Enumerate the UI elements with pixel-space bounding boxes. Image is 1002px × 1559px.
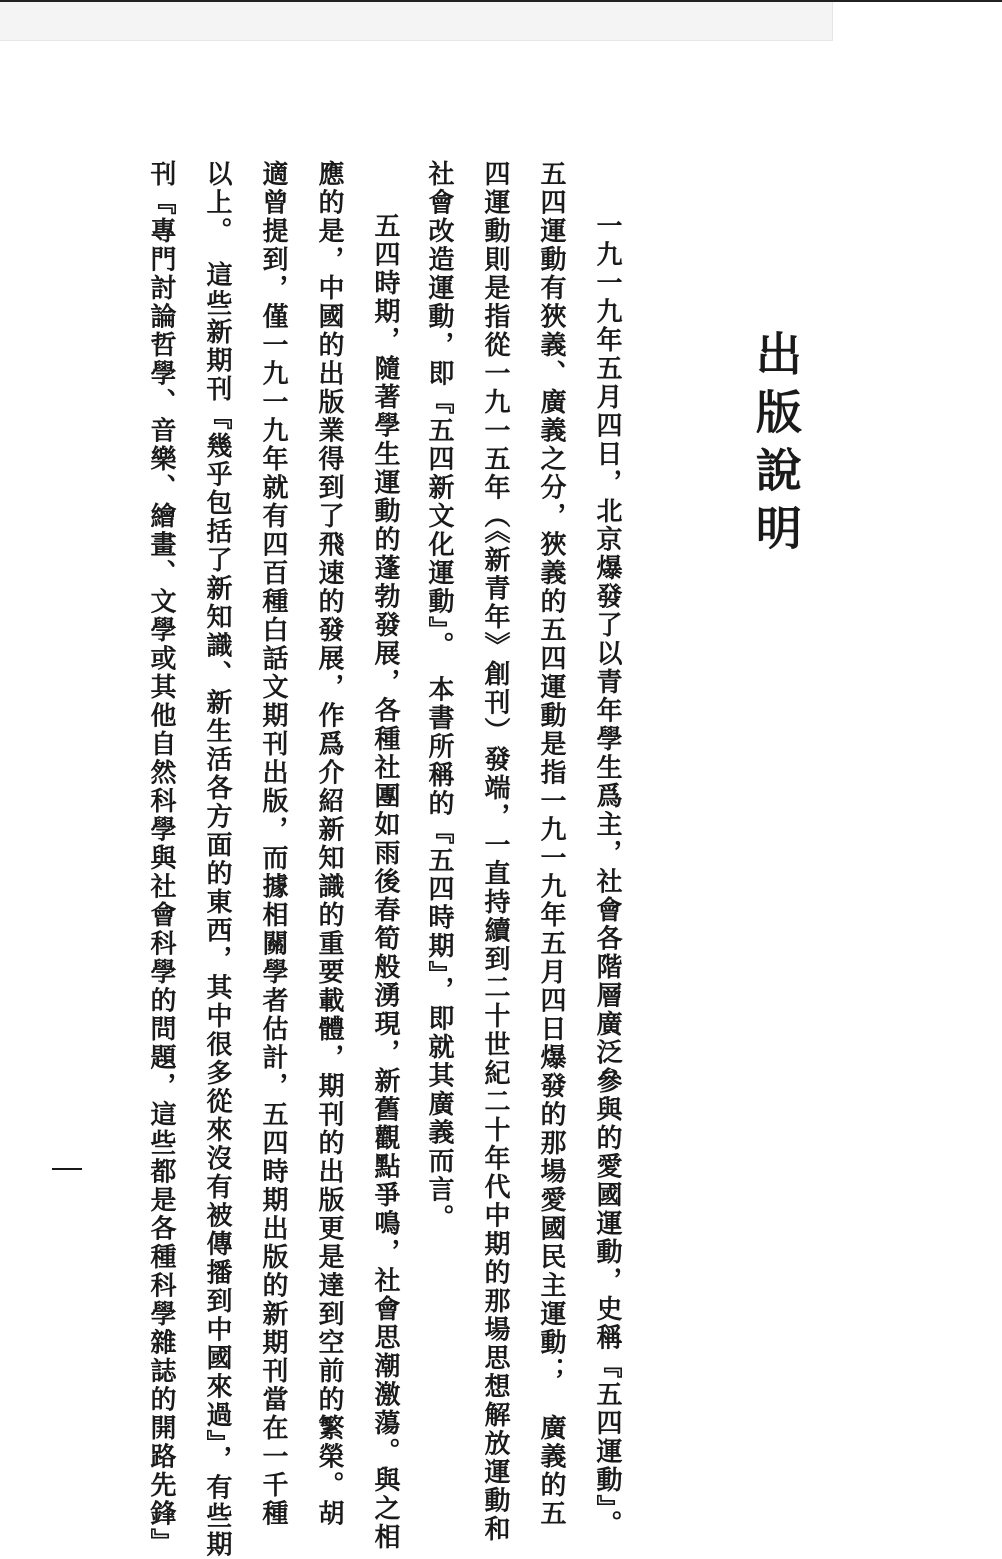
page-title: 出版說明 bbox=[748, 330, 803, 562]
text-column-5: 五四時期，隨著學生運動的蓬勃發展，各種社團如雨後春筍般湧現，新舊觀點爭鳴，社會思潮激蕩。與之相 bbox=[370, 212, 400, 1552]
text-column-9: 刊『專門討論哲學、音樂、繪畫、文學或其他自然科學與社會科學的問題，這些都是各種科學雜誌的開路先鋒』 bbox=[146, 160, 176, 1557]
text-column-8: 以上。 這些新期刊『幾乎包括了新知識、新生活各方面的東西，其中很多從來沒有被傳播到中國來過』，有些期 bbox=[202, 160, 232, 1559]
text-column-2: 五四運動有狹義、廣義之分，狹義的五四運動是指一九一九年五月四日爆發的那場愛國民主運動； 廣義的五 bbox=[536, 160, 566, 1528]
text-column-4: 社會改造運動，即『五四新文化運動』。 本書所稱的『五四時期』，即就其廣義而言。 bbox=[424, 160, 454, 1233]
text-column-7: 適曾提到，僅一九一九年就有四百種白話文期刊出版，而據相關學者估計，五四時期出版的新期刊當在一千種 bbox=[258, 160, 288, 1528]
text-column-1: 一九一九年五月四日，北京爆發了以青年學生爲主，社會各階層廣泛參與的愛國運動，史稱『五四運動』。 bbox=[592, 212, 622, 1539]
page-number bbox=[52, 1168, 82, 1170]
text-column-3: 四運動則是指從一九一五年（《新青年》創刊）發端，一直持續到二十世紀二十年代中期的那場思想解放運動和 bbox=[480, 160, 510, 1544]
text-column-6: 應的是，中國的出版業得到了飛速的發展，作爲介紹新知識的重要載體，期刊的出版更是達到空前的繁榮。胡 bbox=[314, 160, 344, 1528]
scan-top-band bbox=[0, 2, 833, 41]
